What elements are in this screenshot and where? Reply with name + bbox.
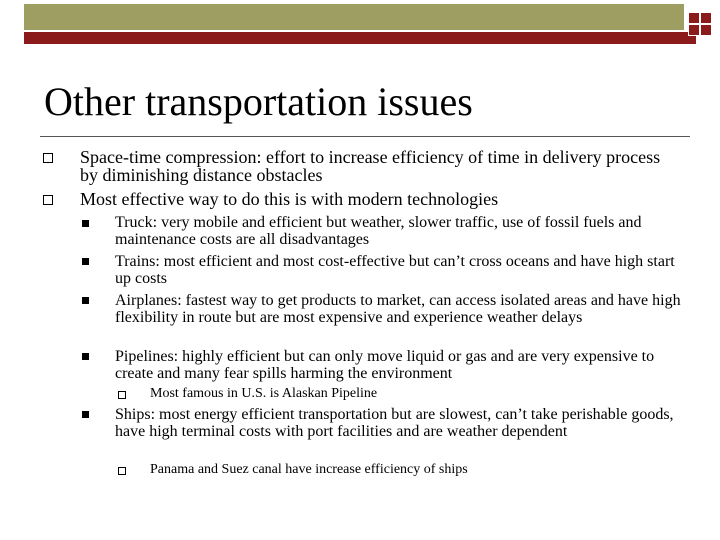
sub-sub-bullet-item: Most famous in U.S. is Alaskan Pipeline xyxy=(150,386,378,401)
slide-title: Other transportation issues xyxy=(44,79,473,124)
bullet-item: Space-time compression: effort to increase efficiency of time in delivery process by diminishing distance obstacles xyxy=(80,147,661,185)
solid-square-bullet-icon xyxy=(82,411,89,418)
red-band xyxy=(24,32,696,44)
corner-squares-icon xyxy=(688,12,714,42)
square-icon xyxy=(688,12,700,24)
sub-sub-bullet-item: Panama and Suez canal have increase efficiency of ships xyxy=(150,462,468,477)
solid-square-bullet-icon xyxy=(82,220,89,227)
title-divider xyxy=(40,136,690,137)
solid-square-bullet-icon xyxy=(82,297,89,304)
hollow-square-bullet-icon xyxy=(118,467,126,475)
bullet-item: Most effective way to do this is with modern technologies xyxy=(80,189,499,209)
hollow-square-bullet-icon xyxy=(43,153,53,163)
solid-square-bullet-icon xyxy=(82,258,89,265)
square-icon xyxy=(700,24,712,36)
hollow-square-bullet-icon xyxy=(118,391,126,399)
sub-bullet-item: Airplanes: fastest way to get products to market, can access isolated areas and have high flexibility in route but are most expensive and experience weather delays xyxy=(115,292,681,326)
sub-bullet-item: Ships: most energy efficient transportation but are slowest, can’t take perishable goods, have high terminal costs with port facilities and are weather dependent xyxy=(115,406,674,440)
square-icon xyxy=(700,12,712,24)
olive-band xyxy=(24,4,684,30)
sub-bullet-item: Pipelines: highly efficient but can only move liquid or gas and are very expensive to create and many fear spills harming the environment xyxy=(115,348,655,382)
hollow-square-bullet-icon xyxy=(43,195,53,205)
sub-bullet-item: Truck: very mobile and efficient but weather, slower traffic, use of fossil fuels and maintenance costs are all disadvantages xyxy=(115,214,642,248)
solid-square-bullet-icon xyxy=(82,353,89,360)
square-icon xyxy=(688,24,700,36)
sub-bullet-item: Trains: most efficient and most cost-effective but can’t cross oceans and have high start up costs xyxy=(115,253,675,287)
header-decoration xyxy=(24,4,696,44)
